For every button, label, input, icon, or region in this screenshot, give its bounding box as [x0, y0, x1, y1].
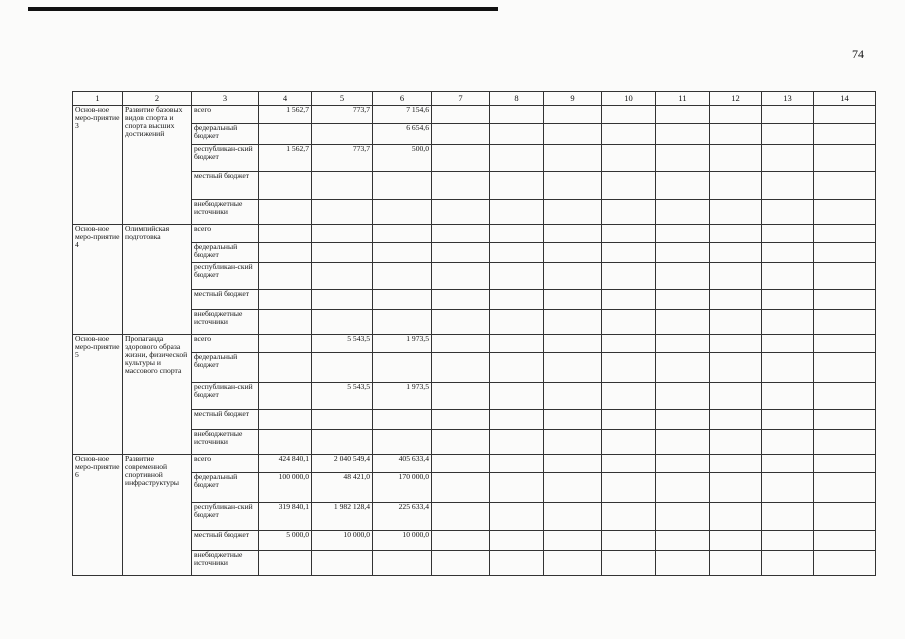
- empty-cell: [762, 353, 814, 383]
- amount-cell: [312, 551, 373, 576]
- empty-cell: [544, 225, 602, 243]
- amount-cell: [373, 290, 432, 310]
- empty-cell: [656, 145, 710, 172]
- empty-cell: [432, 145, 490, 172]
- amount-cell: [373, 353, 432, 383]
- funding-source: федеральный бюджет: [192, 124, 259, 145]
- empty-cell: [656, 430, 710, 455]
- amount-cell: [259, 200, 312, 225]
- empty-cell: [656, 243, 710, 263]
- empty-cell: [814, 335, 876, 353]
- empty-cell: [602, 383, 656, 410]
- table-row: [73, 473, 876, 503]
- funding-source: внебюджетные источники: [192, 200, 259, 225]
- table-row: [73, 200, 876, 225]
- amount-cell: [312, 263, 373, 290]
- empty-cell: [814, 503, 876, 531]
- empty-cell: [602, 200, 656, 225]
- empty-cell: [490, 353, 544, 383]
- empty-cell: [602, 503, 656, 531]
- amount-cell: [259, 551, 312, 576]
- empty-cell: [814, 145, 876, 172]
- amount-cell: 2 040 549,4: [312, 455, 373, 473]
- empty-cell: [814, 106, 876, 124]
- amount-cell: [259, 430, 312, 455]
- empty-cell: [814, 430, 876, 455]
- empty-cell: [710, 200, 762, 225]
- empty-cell: [656, 310, 710, 335]
- table-row: [73, 430, 876, 455]
- empty-cell: [762, 430, 814, 455]
- empty-cell: [602, 106, 656, 124]
- empty-cell: [814, 455, 876, 473]
- empty-cell: [762, 551, 814, 576]
- empty-cell: [490, 200, 544, 225]
- empty-cell: [602, 145, 656, 172]
- empty-cell: [490, 503, 544, 531]
- empty-cell: [814, 243, 876, 263]
- empty-cell: [432, 172, 490, 200]
- funding-source: местный бюджет: [192, 290, 259, 310]
- amount-cell: [373, 200, 432, 225]
- amount-cell: [373, 310, 432, 335]
- empty-cell: [490, 473, 544, 503]
- empty-cell: [490, 335, 544, 353]
- column-header: 8: [490, 92, 544, 106]
- table-row: [73, 124, 876, 145]
- empty-cell: [544, 335, 602, 353]
- amount-cell: [373, 243, 432, 263]
- empty-cell: [544, 106, 602, 124]
- empty-cell: [544, 410, 602, 430]
- amount-cell: 1 982 128,4: [312, 503, 373, 531]
- empty-cell: [432, 335, 490, 353]
- empty-cell: [544, 455, 602, 473]
- empty-cell: [814, 310, 876, 335]
- amount-cell: [259, 310, 312, 335]
- amount-cell: [312, 200, 373, 225]
- empty-cell: [814, 225, 876, 243]
- amount-cell: 6 654,6: [373, 124, 432, 145]
- empty-cell: [814, 383, 876, 410]
- funding-source: федеральный бюджет: [192, 243, 259, 263]
- empty-cell: [710, 145, 762, 172]
- table-row: [73, 290, 876, 310]
- empty-cell: [656, 473, 710, 503]
- funding-source: местный бюджет: [192, 172, 259, 200]
- event-title: Олимпийская подготовка: [123, 225, 192, 335]
- funding-source: внебюджетные источники: [192, 430, 259, 455]
- empty-cell: [490, 290, 544, 310]
- funding-source: всего: [192, 455, 259, 473]
- empty-cell: [544, 145, 602, 172]
- amount-cell: 500,0: [373, 145, 432, 172]
- top-rule: [28, 7, 498, 11]
- amount-cell: 5 543,5: [312, 383, 373, 410]
- amount-cell: [259, 410, 312, 430]
- table-row: [73, 310, 876, 335]
- empty-cell: [710, 473, 762, 503]
- empty-cell: [762, 145, 814, 172]
- empty-cell: [762, 310, 814, 335]
- empty-cell: [544, 383, 602, 410]
- column-header: 11: [656, 92, 710, 106]
- empty-cell: [762, 383, 814, 410]
- empty-cell: [432, 106, 490, 124]
- amount-cell: 773,7: [312, 145, 373, 172]
- empty-cell: [602, 290, 656, 310]
- empty-cell: [656, 503, 710, 531]
- empty-cell: [710, 290, 762, 310]
- empty-cell: [432, 455, 490, 473]
- empty-cell: [814, 410, 876, 430]
- empty-cell: [710, 430, 762, 455]
- empty-cell: [814, 551, 876, 576]
- amount-cell: 1 562,7: [259, 145, 312, 172]
- amount-cell: [312, 225, 373, 243]
- empty-cell: [490, 263, 544, 290]
- empty-cell: [602, 531, 656, 551]
- header-row: [73, 92, 876, 106]
- empty-cell: [762, 503, 814, 531]
- empty-cell: [544, 473, 602, 503]
- empty-cell: [490, 124, 544, 145]
- empty-cell: [762, 290, 814, 310]
- empty-cell: [432, 430, 490, 455]
- amount-cell: [373, 551, 432, 576]
- empty-cell: [602, 225, 656, 243]
- column-header: 3: [192, 92, 259, 106]
- empty-cell: [544, 290, 602, 310]
- empty-cell: [602, 410, 656, 430]
- column-header: 2: [123, 92, 192, 106]
- empty-cell: [602, 430, 656, 455]
- amount-cell: [312, 310, 373, 335]
- table-row: [73, 225, 876, 243]
- empty-cell: [544, 310, 602, 335]
- amount-cell: 5 000,0: [259, 531, 312, 551]
- empty-cell: [762, 531, 814, 551]
- empty-cell: [490, 172, 544, 200]
- table-row: [73, 263, 876, 290]
- empty-cell: [710, 551, 762, 576]
- event-name: Основ-ное меро-приятие 6: [73, 455, 123, 576]
- amount-cell: [373, 410, 432, 430]
- amount-cell: [259, 353, 312, 383]
- amount-cell: 7 154,6: [373, 106, 432, 124]
- event-title: Пропаганда здорового образа жизни, физической культуры и массового спорта: [123, 335, 192, 455]
- empty-cell: [544, 172, 602, 200]
- table-row: [73, 145, 876, 172]
- empty-cell: [710, 310, 762, 335]
- empty-cell: [656, 172, 710, 200]
- empty-cell: [602, 473, 656, 503]
- amount-cell: [259, 383, 312, 410]
- amount-cell: [373, 430, 432, 455]
- empty-cell: [432, 503, 490, 531]
- empty-cell: [602, 172, 656, 200]
- empty-cell: [656, 106, 710, 124]
- empty-cell: [490, 383, 544, 410]
- empty-cell: [656, 410, 710, 430]
- empty-cell: [544, 243, 602, 263]
- table-row: [73, 455, 876, 473]
- funding-source: местный бюджет: [192, 531, 259, 551]
- empty-cell: [432, 225, 490, 243]
- amount-cell: [259, 290, 312, 310]
- empty-cell: [762, 263, 814, 290]
- amount-cell: [259, 225, 312, 243]
- empty-cell: [710, 263, 762, 290]
- empty-cell: [602, 310, 656, 335]
- empty-cell: [656, 290, 710, 310]
- amount-cell: [312, 172, 373, 200]
- table-row: [73, 531, 876, 551]
- amount-cell: [373, 263, 432, 290]
- empty-cell: [490, 531, 544, 551]
- empty-cell: [710, 503, 762, 531]
- empty-cell: [814, 200, 876, 225]
- event-name: Основ-ное меро-приятие 4: [73, 225, 123, 335]
- empty-cell: [432, 383, 490, 410]
- empty-cell: [432, 243, 490, 263]
- event-name: Основ-ное меро-приятие 3: [73, 106, 123, 225]
- funding-source: республикан-ский бюджет: [192, 383, 259, 410]
- amount-cell: [259, 172, 312, 200]
- amount-cell: 1 973,5: [373, 335, 432, 353]
- amount-cell: 319 840,1: [259, 503, 312, 531]
- amount-cell: [373, 172, 432, 200]
- table-row: [73, 410, 876, 430]
- funding-source: местный бюджет: [192, 410, 259, 430]
- empty-cell: [432, 124, 490, 145]
- empty-cell: [814, 124, 876, 145]
- event-title: Развитие базовых видов спорта и спорта высших достижений: [123, 106, 192, 225]
- amount-cell: 100 000,0: [259, 473, 312, 503]
- empty-cell: [814, 531, 876, 551]
- empty-cell: [656, 263, 710, 290]
- amount-cell: 424 840,1: [259, 455, 312, 473]
- empty-cell: [762, 335, 814, 353]
- page-number: 74: [852, 47, 864, 61]
- amount-cell: [373, 225, 432, 243]
- amount-cell: [312, 290, 373, 310]
- empty-cell: [656, 383, 710, 410]
- amount-cell: [312, 410, 373, 430]
- empty-cell: [490, 455, 544, 473]
- column-header: 12: [710, 92, 762, 106]
- empty-cell: [602, 551, 656, 576]
- amount-cell: [259, 124, 312, 145]
- empty-cell: [602, 335, 656, 353]
- empty-cell: [432, 310, 490, 335]
- empty-cell: [432, 473, 490, 503]
- empty-cell: [710, 335, 762, 353]
- funding-source: республикан-ский бюджет: [192, 263, 259, 290]
- funding-source: федеральный бюджет: [192, 473, 259, 503]
- empty-cell: [656, 551, 710, 576]
- table-row: [73, 243, 876, 263]
- empty-cell: [602, 263, 656, 290]
- empty-cell: [710, 353, 762, 383]
- empty-cell: [490, 430, 544, 455]
- empty-cell: [710, 243, 762, 263]
- amount-cell: [312, 353, 373, 383]
- empty-cell: [432, 353, 490, 383]
- amount-cell: 1 562,7: [259, 106, 312, 124]
- column-header: 9: [544, 92, 602, 106]
- empty-cell: [710, 383, 762, 410]
- empty-cell: [490, 145, 544, 172]
- empty-cell: [710, 106, 762, 124]
- amount-cell: [312, 124, 373, 145]
- event-title: Развитие современной спортивной инфраструктуры: [123, 455, 192, 576]
- empty-cell: [544, 430, 602, 455]
- amount-cell: 10 000,0: [373, 531, 432, 551]
- empty-cell: [602, 243, 656, 263]
- amount-cell: 48 421,0: [312, 473, 373, 503]
- table-row: [73, 551, 876, 576]
- amount-cell: 1 973,5: [373, 383, 432, 410]
- empty-cell: [432, 410, 490, 430]
- amount-cell: 10 000,0: [312, 531, 373, 551]
- funding-source: всего: [192, 335, 259, 353]
- amount-cell: 170 000,0: [373, 473, 432, 503]
- empty-cell: [490, 243, 544, 263]
- empty-cell: [490, 410, 544, 430]
- empty-cell: [814, 263, 876, 290]
- empty-cell: [490, 551, 544, 576]
- empty-cell: [762, 455, 814, 473]
- empty-cell: [656, 531, 710, 551]
- amount-cell: [312, 243, 373, 263]
- column-header: 13: [762, 92, 814, 106]
- empty-cell: [656, 455, 710, 473]
- empty-cell: [432, 263, 490, 290]
- empty-cell: [710, 124, 762, 145]
- column-header: 4: [259, 92, 312, 106]
- empty-cell: [762, 200, 814, 225]
- empty-cell: [710, 410, 762, 430]
- empty-cell: [710, 225, 762, 243]
- empty-cell: [432, 531, 490, 551]
- funding-source: федеральный бюджет: [192, 353, 259, 383]
- empty-cell: [710, 172, 762, 200]
- column-header: 1: [73, 92, 123, 106]
- empty-cell: [602, 455, 656, 473]
- empty-cell: [762, 124, 814, 145]
- empty-cell: [710, 531, 762, 551]
- empty-cell: [490, 310, 544, 335]
- amount-cell: 5 543,5: [312, 335, 373, 353]
- column-header: 6: [373, 92, 432, 106]
- amount-cell: 405 633,4: [373, 455, 432, 473]
- funding-source: всего: [192, 225, 259, 243]
- empty-cell: [656, 335, 710, 353]
- table-row: [73, 335, 876, 353]
- table-row: [73, 503, 876, 531]
- amount-cell: [312, 430, 373, 455]
- column-header: 7: [432, 92, 490, 106]
- budget-table: [72, 91, 876, 576]
- empty-cell: [762, 106, 814, 124]
- empty-cell: [544, 551, 602, 576]
- funding-source: республикан-ский бюджет: [192, 503, 259, 531]
- empty-cell: [490, 106, 544, 124]
- empty-cell: [762, 243, 814, 263]
- empty-cell: [814, 473, 876, 503]
- table-row: [73, 353, 876, 383]
- amount-cell: [259, 243, 312, 263]
- empty-cell: [656, 225, 710, 243]
- table-row: [73, 106, 876, 124]
- event-name: Основ-ное меро-приятие 5: [73, 335, 123, 455]
- table-row: [73, 172, 876, 200]
- empty-cell: [814, 353, 876, 383]
- funding-source: всего: [192, 106, 259, 124]
- empty-cell: [656, 353, 710, 383]
- empty-cell: [656, 124, 710, 145]
- empty-cell: [432, 290, 490, 310]
- empty-cell: [544, 353, 602, 383]
- empty-cell: [544, 263, 602, 290]
- empty-cell: [432, 551, 490, 576]
- funding-source: внебюджетные источники: [192, 551, 259, 576]
- empty-cell: [544, 200, 602, 225]
- column-header: 5: [312, 92, 373, 106]
- empty-cell: [762, 473, 814, 503]
- empty-cell: [762, 225, 814, 243]
- empty-cell: [762, 410, 814, 430]
- empty-cell: [602, 353, 656, 383]
- column-header: 10: [602, 92, 656, 106]
- empty-cell: [762, 172, 814, 200]
- funding-source: внебюджетные источники: [192, 310, 259, 335]
- column-header: 14: [814, 92, 876, 106]
- amount-cell: 773,7: [312, 106, 373, 124]
- empty-cell: [432, 200, 490, 225]
- empty-cell: [544, 503, 602, 531]
- empty-cell: [814, 172, 876, 200]
- table-row: [73, 383, 876, 410]
- empty-cell: [656, 200, 710, 225]
- funding-source: республикан-ский бюджет: [192, 145, 259, 172]
- empty-cell: [490, 225, 544, 243]
- amount-cell: [259, 335, 312, 353]
- table-body: [73, 106, 876, 576]
- amount-cell: 225 633,4: [373, 503, 432, 531]
- empty-cell: [544, 124, 602, 145]
- empty-cell: [710, 455, 762, 473]
- empty-cell: [814, 290, 876, 310]
- amount-cell: [259, 263, 312, 290]
- empty-cell: [544, 531, 602, 551]
- empty-cell: [602, 124, 656, 145]
